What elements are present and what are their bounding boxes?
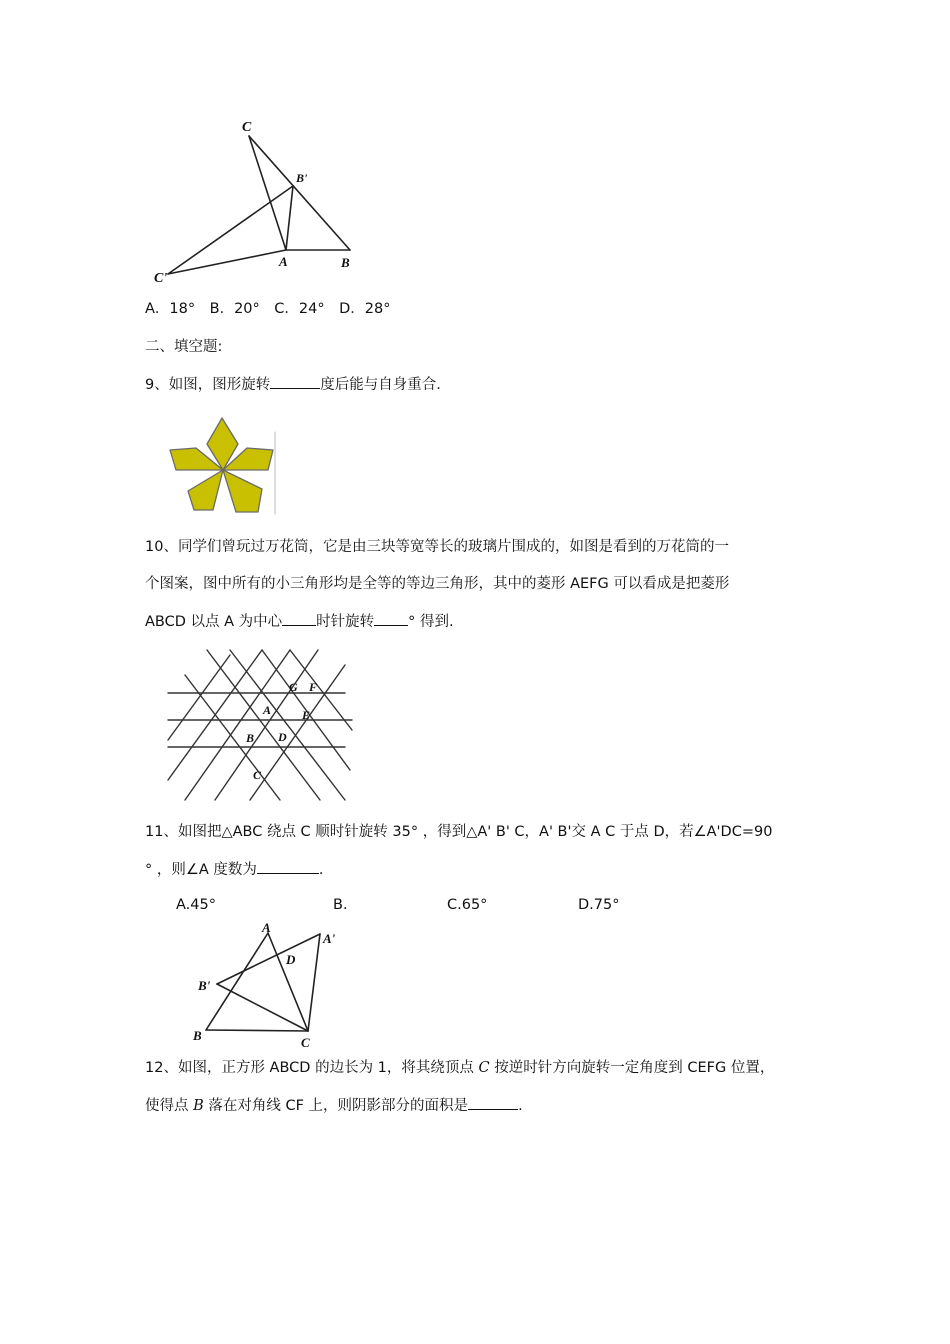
q12-line1-part1: 12、如图，正方形 ABCD 的边长为 1，将其绕顶点 xyxy=(145,1060,479,1076)
q9-text xyxy=(145,374,441,395)
q10-line1: 10、同学们曾玩过万花筒，它是由三块等宽等长的玻璃片围成的，如图是看到的万花筒的一 xyxy=(145,539,729,555)
label-c: C xyxy=(253,768,262,782)
q12-line2 xyxy=(145,1095,523,1116)
q9-after: 度后能与自身重合. xyxy=(320,377,441,393)
q9-before: 9、如图，图形旋转 xyxy=(145,377,271,393)
label-b-prime: B' xyxy=(198,978,211,993)
label-b: B xyxy=(193,1028,202,1043)
label-c-prime: C' xyxy=(154,271,168,286)
q11-line2-part1: ° ，则∠A 度数为 xyxy=(145,862,257,878)
q12-line2-part1: 使得点 xyxy=(145,1098,194,1114)
q10-line3-part3: ° 得到. xyxy=(408,614,454,630)
q11-option-d[interactable]: D.75° xyxy=(578,897,620,913)
q8-options: A．18° B．20° C．24° D．28° xyxy=(145,301,391,317)
figure-kaleidoscope-lattice xyxy=(160,645,360,805)
q11-option-b[interactable]: B. xyxy=(333,897,348,913)
label-b-prime: B' xyxy=(296,171,308,185)
q11-option-c[interactable]: C.65° xyxy=(447,897,488,913)
section-heading: 二、填空题: xyxy=(145,339,223,355)
label-e: E xyxy=(302,708,311,722)
figure-rotated-triangle-abc xyxy=(190,918,350,1050)
label-a-prime: A' xyxy=(323,931,336,946)
q10-line3 xyxy=(145,611,454,632)
q11-line2 xyxy=(145,859,324,880)
q10-direction-blank[interactable] xyxy=(282,611,316,626)
label-a: A xyxy=(263,703,272,717)
q12-line2-part2: 落在对角线 CF 上，则阴影部分的面积是 xyxy=(203,1098,469,1114)
q11-answer-blank[interactable] xyxy=(257,859,319,874)
label-b: B xyxy=(341,255,350,270)
q12-line1-part2: 按逆时针方向旋转一定角度到 CEFG 位置， xyxy=(489,1060,775,1076)
q12-answer-blank[interactable] xyxy=(468,1095,518,1110)
q10-line3-part2: 时针旋转 xyxy=(316,614,375,630)
q9-answer-blank[interactable] xyxy=(270,374,320,389)
label-a: A xyxy=(279,254,288,269)
q10-line2: 个图案，图中所有的小三角形均是全等的等边三角形，其中的菱形 AEFG 可以看成是把菱形 xyxy=(145,576,730,592)
q12-line1 xyxy=(145,1058,774,1078)
label-b: B xyxy=(246,731,255,745)
label-a: A xyxy=(262,920,271,935)
q12-line2-part3: . xyxy=(518,1098,523,1114)
label-c: C xyxy=(301,1035,310,1050)
q12-point-b: B xyxy=(193,1098,204,1114)
figure-rotation-triangles xyxy=(150,110,370,290)
q11-line2-part2: . xyxy=(318,862,324,878)
label-g: G xyxy=(289,680,298,694)
q11-option-a[interactable]: A.45° xyxy=(176,897,216,913)
label-d: D xyxy=(278,730,287,744)
label-f: F xyxy=(309,680,318,694)
figure-five-petal-flower xyxy=(165,410,280,520)
q10-line3-part1: ABCD 以点 A 为中心 xyxy=(145,614,283,630)
label-d: D xyxy=(286,952,296,967)
q10-angle-blank[interactable] xyxy=(374,611,408,626)
q12-point-c: C xyxy=(478,1060,490,1076)
q11-line1: 11、如图把△ABC 绕点 C 顺时针旋转 35° ，得到△A' B' C，A' B'交 A C 于点 D，若∠A'DC=90 xyxy=(145,824,773,840)
label-c: C xyxy=(242,120,252,135)
